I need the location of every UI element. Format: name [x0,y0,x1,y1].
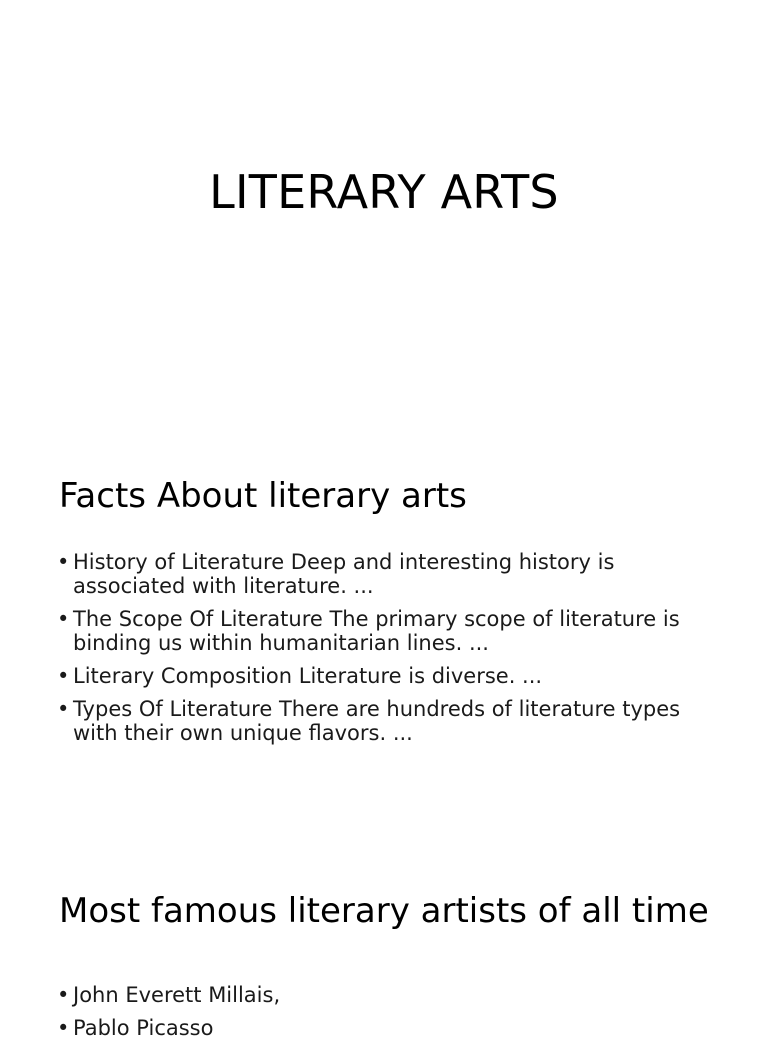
list-item: • John Everett Millais, [57,983,707,1007]
artists-list [57,983,707,1049]
list-item: • Pablo Picasso [57,1016,707,1040]
artists-heading: Most famous literary artists of all time [59,891,709,931]
list-item: • Types Of Literature There are hundreds of literature types with their own unique flavors. ... [57,697,707,745]
list-item: • History of Literature Deep and interesting history is associated with literature. ... [57,550,707,598]
page-title: LITERARY ARTS [209,165,559,219]
facts-list [57,550,707,754]
facts-heading: Facts About literary arts [59,476,467,516]
list-item: • The Scope Of Literature The primary scope of literature is binding us within humanitarian lines. ... [57,607,707,655]
list-item: • Literary Composition Literature is diverse. ... [57,664,707,688]
